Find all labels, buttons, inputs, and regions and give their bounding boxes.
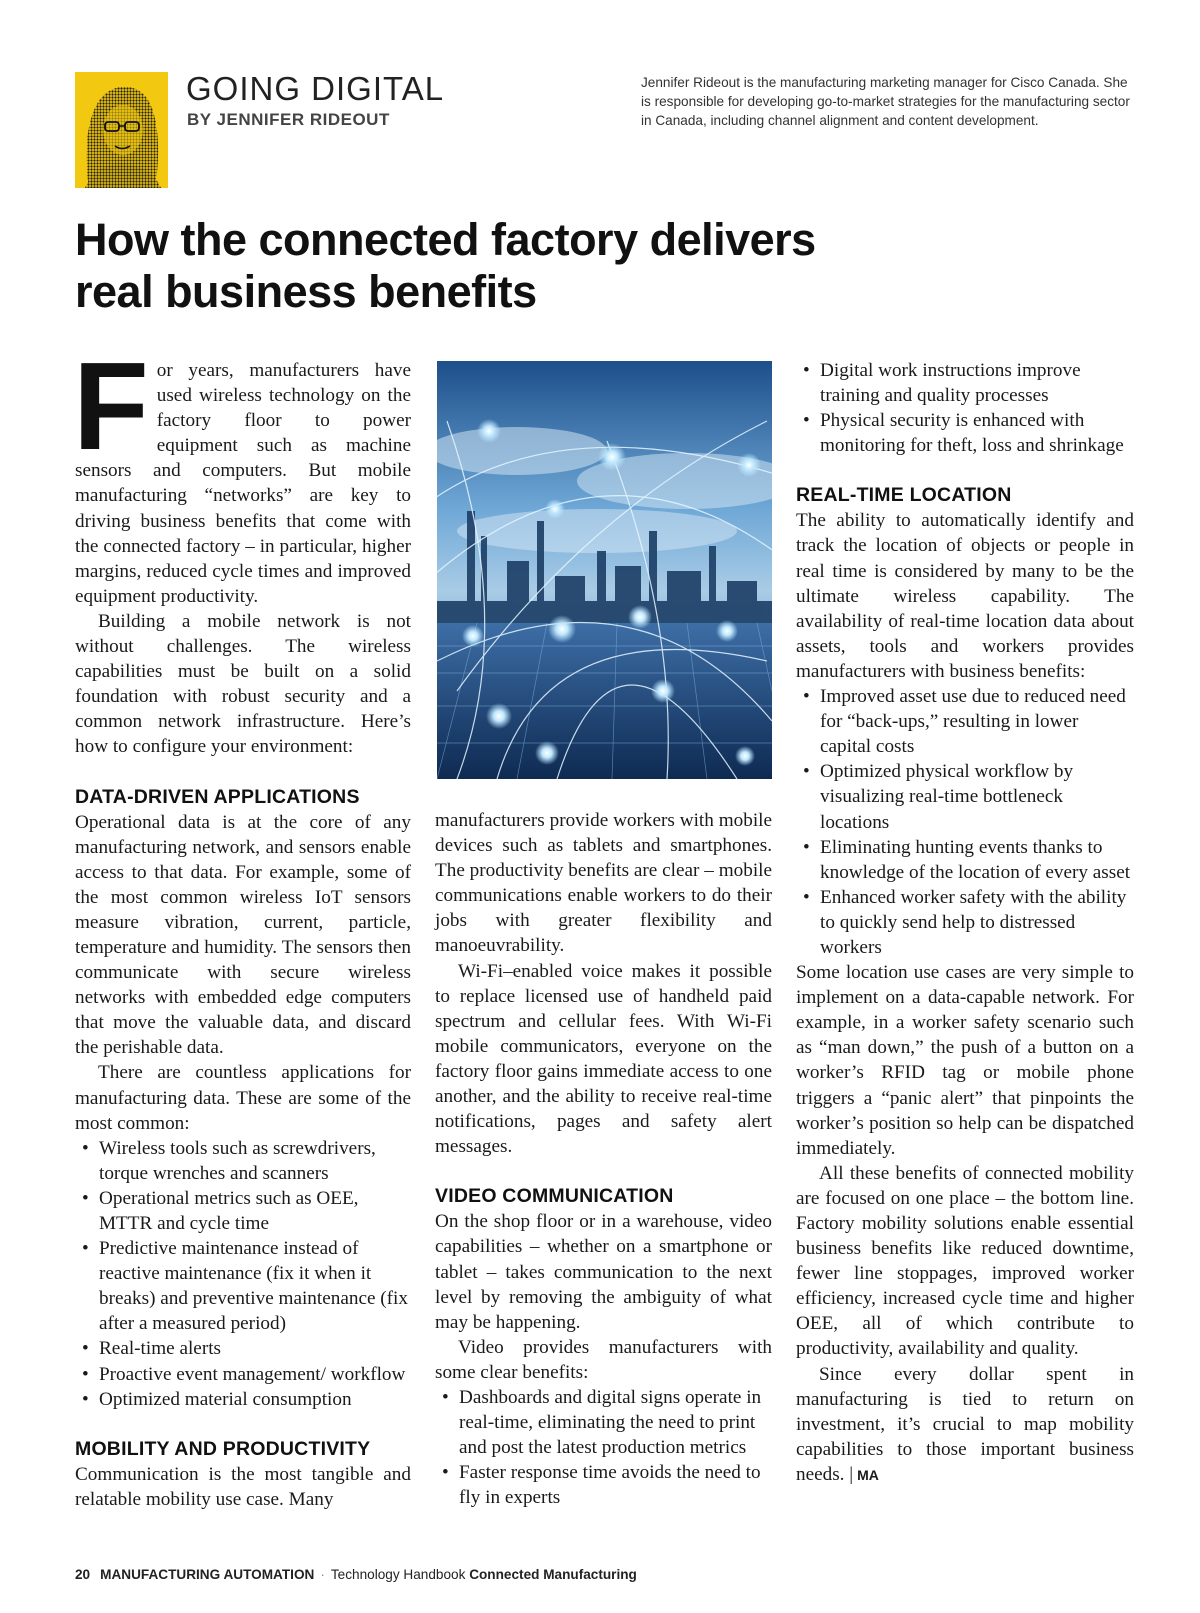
magazine-name: MANUFACTURING AUTOMATION: [100, 1567, 315, 1582]
byline: BY JENNIFER RIDEOUT: [187, 110, 390, 129]
list-item: • Digital work instructions improve training and quality processes: [796, 358, 1134, 408]
list-item: • Optimized material consumption: [75, 1387, 411, 1412]
video-benefits-list-continued: [796, 358, 1134, 458]
list-item: • Faster response time avoids the need to fly in experts: [435, 1460, 772, 1510]
connected-factory-image: [437, 361, 772, 779]
page-footer: [75, 1567, 637, 1582]
paragraph: Wi-Fi–enabled voice makes it possible to replace licensed use of handheld paid spectrum and cellular fees. With Wi-Fi mobile communicators, everyone on the factory floor gains immediate access to one another, and the ability to receive real-time notifications, pages and safety alert messages.: [435, 960, 772, 1158]
section-heading-data-driven: DATA-DRIVEN APPLICATIONS: [75, 785, 360, 808]
headline-line-1: How the connected factory delivers: [75, 214, 816, 265]
closing-paragraph: [796, 1362, 1134, 1488]
section-heading-video: VIDEO COMMUNICATION: [435, 1185, 674, 1208]
paragraph: Some location use cases are very simple to implement on a data-capable network. For example, in a worker safety scenario such as “man down,” the push of a button on a worker’s RFID tag or mobile phone triggers a “panic alert” that pinpoints the worker’s position so help can be dispatched immediately.: [796, 962, 1134, 1159]
paragraph: Building a mobile network is not without challenges. The wireless capabilities must be built on a solid foundation with robust security and a common network infrastructure. Here’s how to configure your environment:: [75, 610, 411, 758]
column-2: [435, 808, 772, 1510]
section-heading-mobility: MOBILITY AND PRODUCTIVITY: [75, 1437, 371, 1460]
paragraph: All these benefits of connected mobility are focused on one place – the bottom line. Factory mobility solutions enable essential business benefits like reduced downtime, fewer line stoppages, improved worker efficiency, increased cycle time and higher OEE, all of which contribute to productivity, availability and quality.: [796, 1162, 1134, 1360]
video-benefits-list: [435, 1385, 772, 1510]
paragraph: There are countless applications for manufacturing data. These are some of the most common:: [75, 1062, 411, 1134]
footer-dot: ·: [320, 1567, 325, 1582]
paragraph: Video provides manufacturers with some clear benefits:: [435, 1336, 772, 1383]
intro-paragraph: [73, 338, 411, 609]
issue-name: Connected Manufacturing: [469, 1567, 637, 1582]
list-item: • Optimized physical workflow by visualizing real-time bottleneck locations: [796, 759, 1134, 834]
article-headline: [75, 214, 1155, 318]
paragraph: Communication is the most tangible and relatable mobility use case. Many: [75, 1463, 411, 1510]
headline-line-2: real business benefits: [75, 266, 537, 317]
list-item: • Proactive event management/ workflow: [75, 1362, 411, 1387]
column-3: [796, 358, 1134, 1488]
column-name: GOING DIGITAL: [186, 70, 445, 107]
author-bio: Jennifer Rideout is the manufacturing marketing manager for Cisco Canada. She is responsible for developing go-to-market strategies for the manufacturing sector in Canada, including channel alignment and content development.: [641, 75, 1130, 128]
column-1: [73, 338, 411, 1512]
list-item: • Physical security is enhanced with monitoring for theft, loss and shrinkage: [796, 408, 1134, 458]
section-heading-location: REAL-TIME LOCATION: [796, 484, 1012, 507]
end-mark: MA: [857, 1466, 879, 1483]
author-portrait: [75, 72, 168, 188]
list-item: • Real-time alerts: [75, 1336, 411, 1361]
end-separator: |: [849, 1463, 854, 1485]
list-item: • Operational metrics such as OEE, MTTR and cycle time: [75, 1186, 411, 1236]
applications-list: [75, 1136, 411, 1412]
list-item: • Dashboards and digital signs operate in real-time, eliminating the need to print and post the latest production metrics: [435, 1385, 772, 1460]
list-item: • Predictive maintenance instead of reactive maintenance (fix it when it breaks) and preventive maintenance (fix after a measured period): [75, 1236, 411, 1336]
list-item: • Eliminating hunting events thanks to knowledge of the location of every asset: [796, 835, 1134, 885]
drop-cap: F: [73, 338, 149, 476]
paragraph: The ability to automatically identify and track the location of objects or people in real time is considered by many to be the ultimate wireless capability. The availability of real-time location data about assets, tools and workers provides manufacturers with business benefits:: [796, 510, 1134, 682]
intro-text: or years, manufacturers have used wireless technology on the factory floor to power equipment such as machine sensors and computers. But mobile manufacturing “networks” are key to driving business benefits that come with the connected factory – in particular, higher margins, reduced cycle times and improved equipment productivity.: [75, 360, 411, 607]
page-number: 20: [75, 1567, 91, 1582]
list-item: • Enhanced worker safety with the ability to quickly send help to distressed workers: [796, 885, 1134, 960]
list-item: • Wireless tools such as screwdrivers, torque wrenches and scanners: [75, 1136, 411, 1186]
paragraph: manufacturers provide workers with mobile devices such as tablets and smartphones. The productivity benefits are clear – mobile communications enable workers to do their jobs with greater flexibility and manoeuvrability.: [435, 810, 772, 957]
list-item: • Improved asset use due to reduced need for “back-ups,” resulting in lower capital costs: [796, 684, 1134, 759]
location-benefits-list: [796, 684, 1134, 960]
paragraph: On the shop floor or in a warehouse, video capabilities – whether on a smartphone or tablet – takes communication to the next level by removing the ambiguity of what may be happening.: [435, 1211, 772, 1333]
paragraph: Operational data is at the core of any manufacturing network, and sensors enable access to that data. For example, some of the most common wireless IoT sensors measure vibration, current, particle, temperature and humidity. The sensors then communicate with secure wireless networks with embedded edge computers that move the valuable data, and discard the perishable data.: [75, 811, 411, 1059]
closing-text: Since every dollar spent in manufacturing is tied to return on investment, it’s crucial to map mobility capabilities to those important business needs.: [796, 1363, 1134, 1485]
handbook-name: Technology Handbook: [330, 1567, 466, 1582]
